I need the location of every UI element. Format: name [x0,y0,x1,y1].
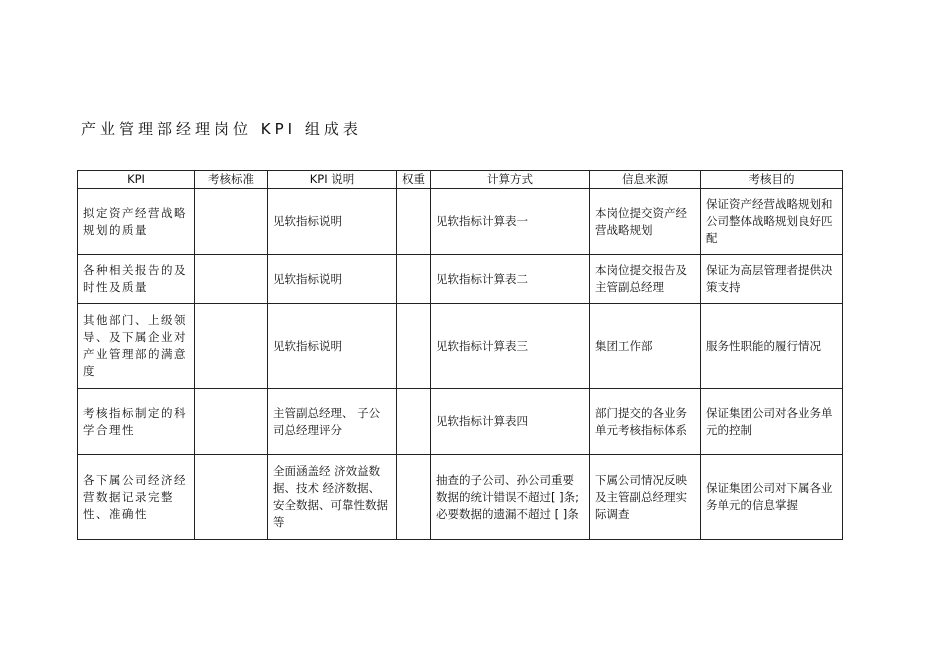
weight-cell [397,304,431,389]
standard-cell [195,455,268,540]
header-calculation: 计算方式 [431,171,590,189]
standard-cell [195,189,268,255]
purpose-cell: 保证集团公司对各业务单元的控制 [701,389,843,455]
kpi-cell: 考核指标制定的科学合理性 [78,389,195,455]
header-standard: 考核标准 [195,171,268,189]
source-cell: 部门提交的各业务单元考核指标体系 [590,389,701,455]
standard-cell [195,255,268,304]
purpose-cell: 保证为高层管理者提供决策支持 [701,255,843,304]
standard-cell [195,304,268,389]
page-title: 产业管理部经理岗位 KPI 组成表 [81,120,362,138]
source-cell: 本岗位提交报告及主管副总经理 [590,255,701,304]
weight-cell [397,455,431,540]
description-cell: 见软指标说明 [268,189,397,255]
calculation-cell: 见软指标计算表四 [431,389,590,455]
table-row [78,304,843,389]
purpose-cell: 保证集团公司对下属各业务单元的信息掌握 [701,455,843,540]
kpi-cell: 各下属公司经济经营数据记录完整性、准确性 [78,455,195,540]
header-weight: 权重 [397,171,431,189]
description-cell: 见软指标说明 [268,255,397,304]
calculation-cell: 见软指标计算表一 [431,189,590,255]
source-cell: 集团工作部 [590,304,701,389]
calculation-cell: 见软指标计算表二 [431,255,590,304]
header-source: 信息来源 [590,171,701,189]
table-header-row [78,171,843,189]
source-cell: 下属公司情况反映及主管副总经理实际调查 [590,455,701,540]
kpi-table [77,170,843,540]
standard-cell [195,389,268,455]
purpose-cell: 保证资产经营战略规划和公司整体战略规划良好匹配 [701,189,843,255]
header-purpose: 考核目的 [701,171,843,189]
calculation-cell: 见软指标计算表三 [431,304,590,389]
header-description: KPI 说明 [268,171,397,189]
kpi-cell: 各种相关报告的及时性及质量 [78,255,195,304]
kpi-cell: 拟定资产经营战略规划的质量 [78,189,195,255]
weight-cell [397,189,431,255]
table-row [78,189,843,255]
calculation-cell: 抽查的子公司、孙公司重要数据的统计错误不超过[ ]条; 必要数据的遗漏不超过 [ ]条 [431,455,590,540]
table-row [78,389,843,455]
description-cell: 主管副总经理、 子公司总经理评分 [268,389,397,455]
weight-cell [397,389,431,455]
table-row [78,255,843,304]
purpose-cell: 服务性职能的履行情况 [701,304,843,389]
source-cell: 本岗位提交资产经营战略规划 [590,189,701,255]
kpi-cell: 其他部门、上级领导、及下属企业对产业管理部的满意度 [78,304,195,389]
description-cell: 见软指标说明 [268,304,397,389]
table-row [78,455,843,540]
description-cell: 全面涵盖经 济效益数据、技术 经济数据、安全数据、可靠性数据等 [268,455,397,540]
weight-cell [397,255,431,304]
header-kpi: KPI [78,171,195,189]
